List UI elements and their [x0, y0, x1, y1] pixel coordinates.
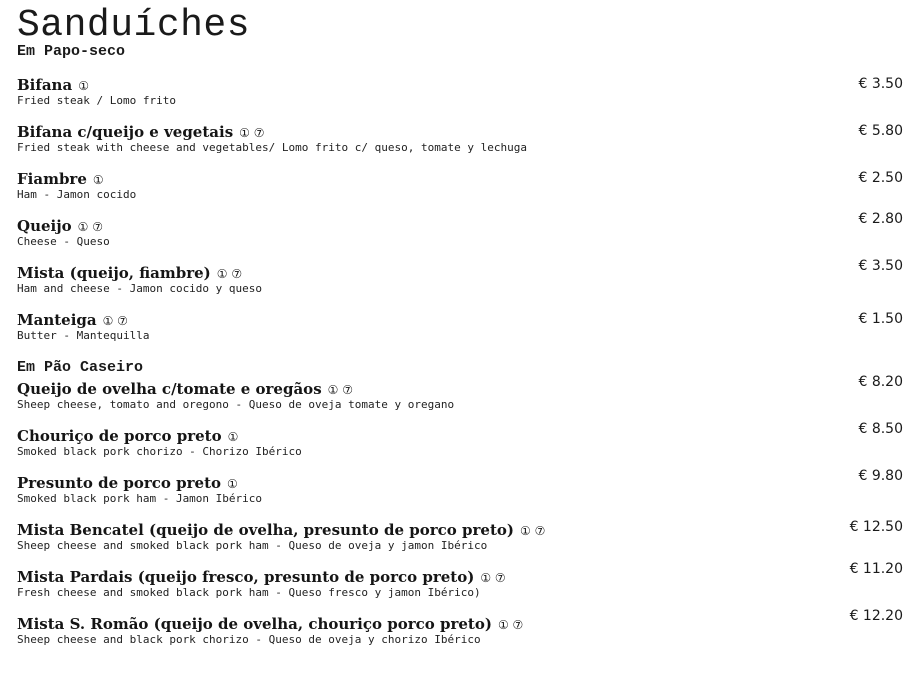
item-name: Mista (queijo, fiambre) ① ⑦ [17, 264, 243, 282]
item-name: Presunto de porco preto ① [17, 474, 238, 492]
menu-item [17, 76, 903, 112]
item-price: € 11.20 [849, 561, 903, 577]
item-price: € 9.80 [858, 468, 903, 484]
page-title: Sanduíches [17, 4, 251, 47]
item-description: Sheep cheese and black pork chorizo - Queso de oveja y chorizo Ibérico [17, 633, 481, 646]
item-description: Ham - Jamon cocido [17, 188, 137, 201]
item-price: € 3.50 [858, 258, 903, 274]
allergen-icons: ① ⑦ [480, 571, 506, 585]
item-name: Queijo ① ⑦ [17, 217, 103, 235]
item-name: Manteiga ① ⑦ [17, 311, 128, 329]
item-description: Fresh cheese and smoked black pork ham - Queso fresco y jamon Ibérico) [17, 586, 481, 599]
allergen-icons: ① [78, 79, 89, 93]
item-price: € 2.50 [858, 170, 903, 186]
item-price: € 5.80 [858, 123, 903, 139]
menu-item [17, 468, 903, 510]
allergen-icons: ① [227, 430, 239, 444]
item-price: € 8.50 [858, 421, 903, 437]
allergen-icons: ① [227, 477, 238, 491]
allergen-icons: ① ⑦ [520, 524, 546, 538]
menu-item [17, 211, 903, 253]
item-description: Fried steak with cheese and vegetables/ Lomo frito c/ queso, tomate y lechuga [17, 141, 527, 154]
menu-item [17, 374, 903, 416]
menu-item [17, 521, 903, 557]
menu-item [17, 421, 903, 463]
item-description: Smoked black pork ham - Jamon Ibérico [17, 492, 263, 505]
item-description: Butter - Mantequilla [17, 329, 150, 342]
item-price: € 1.50 [858, 311, 903, 327]
item-description: Sheep cheese and smoked black pork ham - Queso de oveja y jamon Ibérico [17, 539, 488, 552]
allergen-icons: ① ⑦ [216, 267, 243, 281]
item-name: Mista Bencatel (queijo de ovelha, presunto de porco preto) ① ⑦ [17, 521, 546, 539]
item-name: Fiambre ① [17, 170, 104, 188]
item-price: € 8.20 [858, 374, 903, 390]
item-name: Mista Pardais (queijo fresco, presunto de porco preto) ① ⑦ [17, 568, 506, 586]
item-name: Bifana ① [17, 76, 89, 94]
item-name: Chouriço de porco preto ① [17, 427, 239, 445]
item-name: Mista S. Romão (queijo de ovelha, chouriço porco preto) ① ⑦ [17, 615, 524, 633]
menu-item [17, 258, 903, 300]
allergen-icons: ① ⑦ [497, 618, 524, 632]
allergen-icons: ① [92, 173, 104, 187]
item-price: € 3.50 [858, 76, 903, 92]
menu-item [17, 123, 903, 159]
allergen-icons: ① ⑦ [239, 126, 265, 140]
item-description: Sheep cheese, tomato and oregono - Queso de oveja tomate y oregano [17, 398, 455, 411]
menu-item [17, 561, 903, 604]
item-description: Ham and cheese - Jamon cocido y queso [17, 282, 263, 295]
item-name: Queijo de ovelha c/tomate e oregãos ① ⑦ [17, 380, 353, 398]
section-title-papo-seco: Em Papo-seco [17, 43, 126, 60]
allergen-icons: ① ⑦ [77, 220, 103, 234]
item-description: Cheese - Queso [17, 235, 110, 248]
item-description: Fried steak / Lomo frito [17, 94, 176, 107]
menu-item [17, 608, 903, 651]
item-price: € 12.20 [849, 608, 903, 624]
allergen-icons: ① ⑦ [327, 383, 353, 397]
item-price: € 12.50 [849, 519, 903, 535]
allergen-icons: ① ⑦ [102, 314, 128, 328]
menu-item [17, 311, 903, 347]
item-price: € 2.80 [858, 211, 903, 227]
item-description: Smoked black pork chorizo - Chorizo Ibérico [17, 445, 302, 458]
section-title-pao-caseiro: Em Pão Caseiro [17, 359, 144, 376]
menu-item [17, 170, 903, 206]
item-name: Bifana c/queijo e vegetais ① ⑦ [17, 123, 265, 141]
